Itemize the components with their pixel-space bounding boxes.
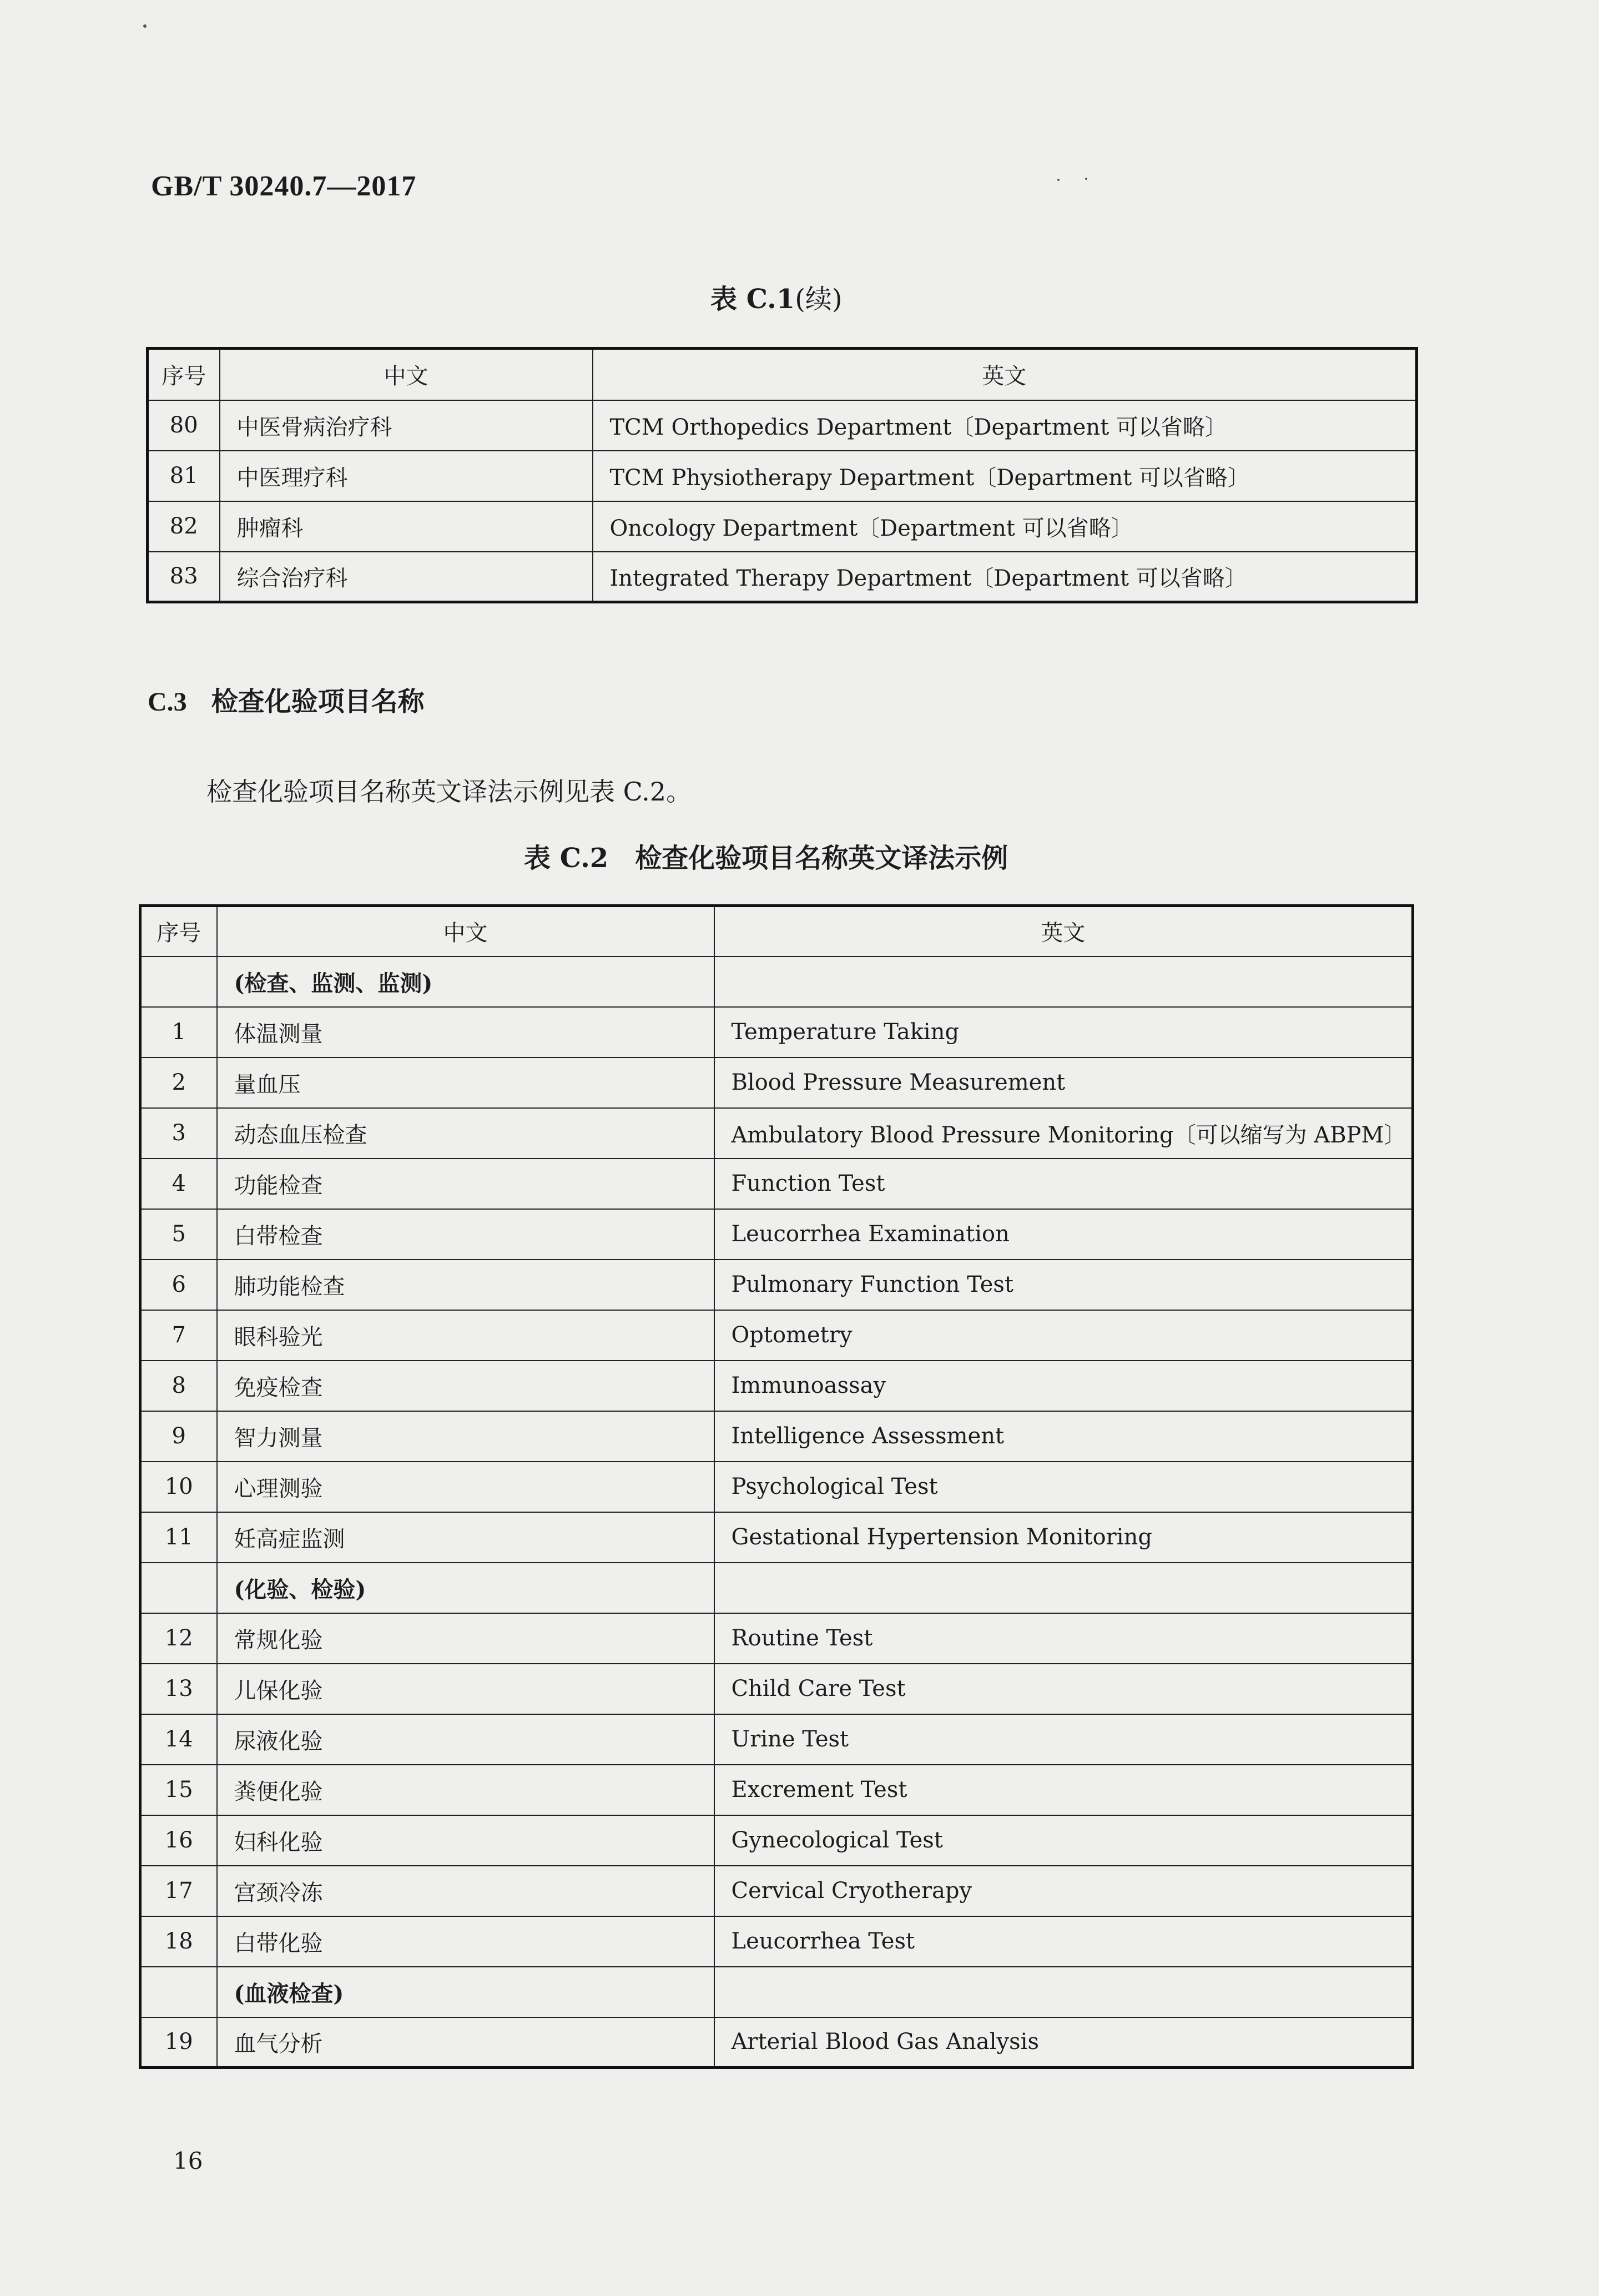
row-number-cell: 9 [140, 1411, 217, 1462]
table-row [140, 1462, 1413, 1512]
table-row [140, 1563, 1413, 1613]
english-name-cell: Leucorrhea Test [714, 1916, 1413, 1967]
table-row [140, 1664, 1413, 1714]
english-name-cell: Function Test [714, 1159, 1413, 1209]
column-header-no: 序号 [148, 349, 220, 400]
english-name-cell: Optometry [714, 1310, 1413, 1361]
row-number-cell: 12 [140, 1613, 217, 1664]
table-row [140, 1613, 1413, 1664]
english-name-cell [714, 1563, 1413, 1613]
row-number-cell: 10 [140, 1462, 217, 1512]
row-number-cell: 2 [140, 1058, 217, 1108]
chinese-name-cell: 妊高症监测 [217, 1512, 714, 1563]
chinese-name-cell: 动态血压检查 [217, 1108, 714, 1159]
chinese-name-cell: 体温测量 [217, 1007, 714, 1058]
chinese-name-cell: 综合治疗科 [220, 552, 593, 602]
row-number-cell: 3 [140, 1108, 217, 1159]
row-number-cell: 15 [140, 1765, 217, 1815]
table-row [140, 1108, 1413, 1159]
row-number-cell: 16 [140, 1815, 217, 1866]
table-row [140, 1209, 1413, 1260]
row-number-cell: 19 [140, 2017, 217, 2068]
row-number-cell [140, 956, 217, 1007]
table-row [140, 956, 1413, 1007]
row-number-cell: 17 [140, 1866, 217, 1916]
table-row [140, 1815, 1413, 1866]
english-name-cell: Gestational Hypertension Monitoring [714, 1512, 1413, 1563]
english-name-cell: Urine Test [714, 1714, 1413, 1765]
table-row [140, 1512, 1413, 1563]
row-number-cell: 18 [140, 1916, 217, 1967]
table-c1-caption [710, 278, 843, 316]
table-row [148, 501, 1417, 552]
scan-speck [143, 24, 147, 28]
english-name-cell: Cervical Cryotherapy [714, 1866, 1413, 1916]
table-row [148, 400, 1417, 451]
chinese-name-cell: 中医骨病治疗科 [220, 400, 593, 451]
chinese-name-cell: 粪便化验 [217, 1765, 714, 1815]
table-row [140, 1058, 1413, 1108]
row-number-cell: 8 [140, 1361, 217, 1411]
table-c2-header-row [140, 906, 1413, 956]
table-c1-caption-label: 表 C.1 [710, 284, 795, 315]
table-row [140, 1866, 1413, 1916]
table-row [140, 1007, 1413, 1058]
chinese-name-cell: 肿瘤科 [220, 501, 593, 552]
english-name-cell: Temperature Taking [714, 1007, 1413, 1058]
english-name-cell: Oncology Department〔Department 可以省略〕 [593, 501, 1417, 552]
row-number-cell: 14 [140, 1714, 217, 1765]
table-c2 [139, 904, 1414, 2069]
section-title: 检查化验项目名称 [211, 686, 425, 717]
section-heading [148, 680, 425, 718]
table-row [140, 2017, 1413, 2068]
section-number: C.3 [148, 687, 187, 717]
scan-speck [1085, 178, 1087, 180]
section-paragraph: 检查化验项目名称英文译法示例见表 C.2。 [206, 777, 692, 807]
table-row [140, 1310, 1413, 1361]
table-row [140, 1714, 1413, 1765]
english-name-cell: Ambulatory Blood Pressure Monitoring〔可以缩写为 ABPM〕 [714, 1108, 1413, 1159]
english-name-cell [714, 1967, 1413, 2017]
table-c1-caption-suffix: (续) [795, 284, 843, 315]
chinese-name-cell: 智力测量 [217, 1411, 714, 1462]
chinese-name-cell: 量血压 [217, 1058, 714, 1108]
table-c1 [146, 347, 1418, 603]
english-name-cell: Immunoassay [714, 1361, 1413, 1411]
english-name-cell [714, 956, 1413, 1007]
chinese-name-cell: 眼科验光 [217, 1310, 714, 1361]
page-number: 16 [173, 2147, 203, 2174]
table-row [140, 1361, 1413, 1411]
chinese-name-cell: 尿液化验 [217, 1714, 714, 1765]
chinese-name-cell: 宫颈冷冻 [217, 1866, 714, 1916]
column-header-chinese: 中文 [220, 349, 593, 400]
row-number-cell [140, 1563, 217, 1613]
column-header-no: 序号 [140, 906, 217, 956]
column-header-chinese: 中文 [217, 906, 714, 956]
standard-code: GB/T 30240.7—2017 [151, 170, 417, 202]
chinese-name-cell: (血液检查) [217, 1967, 714, 2017]
table-row [140, 1916, 1413, 1967]
table-row [148, 451, 1417, 501]
chinese-name-cell: 妇科化验 [217, 1815, 714, 1866]
english-name-cell: TCM Physiotherapy Department〔Department 可以省略〕 [593, 451, 1417, 501]
english-name-cell: Routine Test [714, 1613, 1413, 1664]
table-c2-body [140, 906, 1413, 2068]
row-number-cell: 82 [148, 501, 220, 552]
chinese-name-cell: 肺功能检查 [217, 1260, 714, 1310]
row-number-cell: 5 [140, 1209, 217, 1260]
chinese-name-cell: 中医理疗科 [220, 451, 593, 501]
chinese-name-cell: 白带检查 [217, 1209, 714, 1260]
row-number-cell: 83 [148, 552, 220, 602]
english-name-cell: Integrated Therapy Department〔Department 可以省略〕 [593, 552, 1417, 602]
table-row [140, 1260, 1413, 1310]
table-c1-body [148, 349, 1417, 602]
english-name-cell: Child Care Test [714, 1664, 1413, 1714]
table-c1-header-row [148, 349, 1417, 400]
table-c2-caption [524, 837, 1008, 875]
chinese-name-cell: 心理测验 [217, 1462, 714, 1512]
table-row [140, 1159, 1413, 1209]
english-name-cell: Gynecological Test [714, 1815, 1413, 1866]
table-row [140, 1765, 1413, 1815]
row-number-cell: 11 [140, 1512, 217, 1563]
english-name-cell: TCM Orthopedics Department〔Department 可以省略〕 [593, 400, 1417, 451]
row-number-cell: 13 [140, 1664, 217, 1714]
table-c2-caption-label: 表 C.2 [524, 843, 609, 874]
english-name-cell: Arterial Blood Gas Analysis [714, 2017, 1413, 2068]
row-number-cell: 1 [140, 1007, 217, 1058]
chinese-name-cell: 儿保化验 [217, 1664, 714, 1714]
english-name-cell: Blood Pressure Measurement [714, 1058, 1413, 1108]
english-name-cell: Excrement Test [714, 1765, 1413, 1815]
english-name-cell: Intelligence Assessment [714, 1411, 1413, 1462]
chinese-name-cell: (检查、监测、监测) [217, 956, 714, 1007]
row-number-cell: 80 [148, 400, 220, 451]
chinese-name-cell: 白带化验 [217, 1916, 714, 1967]
english-name-cell: Psychological Test [714, 1462, 1413, 1512]
english-name-cell: Leucorrhea Examination [714, 1209, 1413, 1260]
chinese-name-cell: 血气分析 [217, 2017, 714, 2068]
table-row [148, 552, 1417, 602]
row-number-cell: 6 [140, 1260, 217, 1310]
english-name-cell: Pulmonary Function Test [714, 1260, 1413, 1310]
row-number-cell: 81 [148, 451, 220, 501]
chinese-name-cell: (化验、检验) [217, 1563, 714, 1613]
table-row [140, 1967, 1413, 2017]
row-number-cell: 4 [140, 1159, 217, 1209]
row-number-cell [140, 1967, 217, 2017]
chinese-name-cell: 常规化验 [217, 1613, 714, 1664]
table-row [140, 1411, 1413, 1462]
row-number-cell: 7 [140, 1310, 217, 1361]
column-header-english: 英文 [714, 906, 1413, 956]
chinese-name-cell: 功能检查 [217, 1159, 714, 1209]
table-c2-caption-title: 检查化验项目名称英文译法示例 [635, 843, 1008, 874]
column-header-english: 英文 [593, 349, 1417, 400]
chinese-name-cell: 免疫检查 [217, 1361, 714, 1411]
scan-speck [1057, 179, 1060, 181]
